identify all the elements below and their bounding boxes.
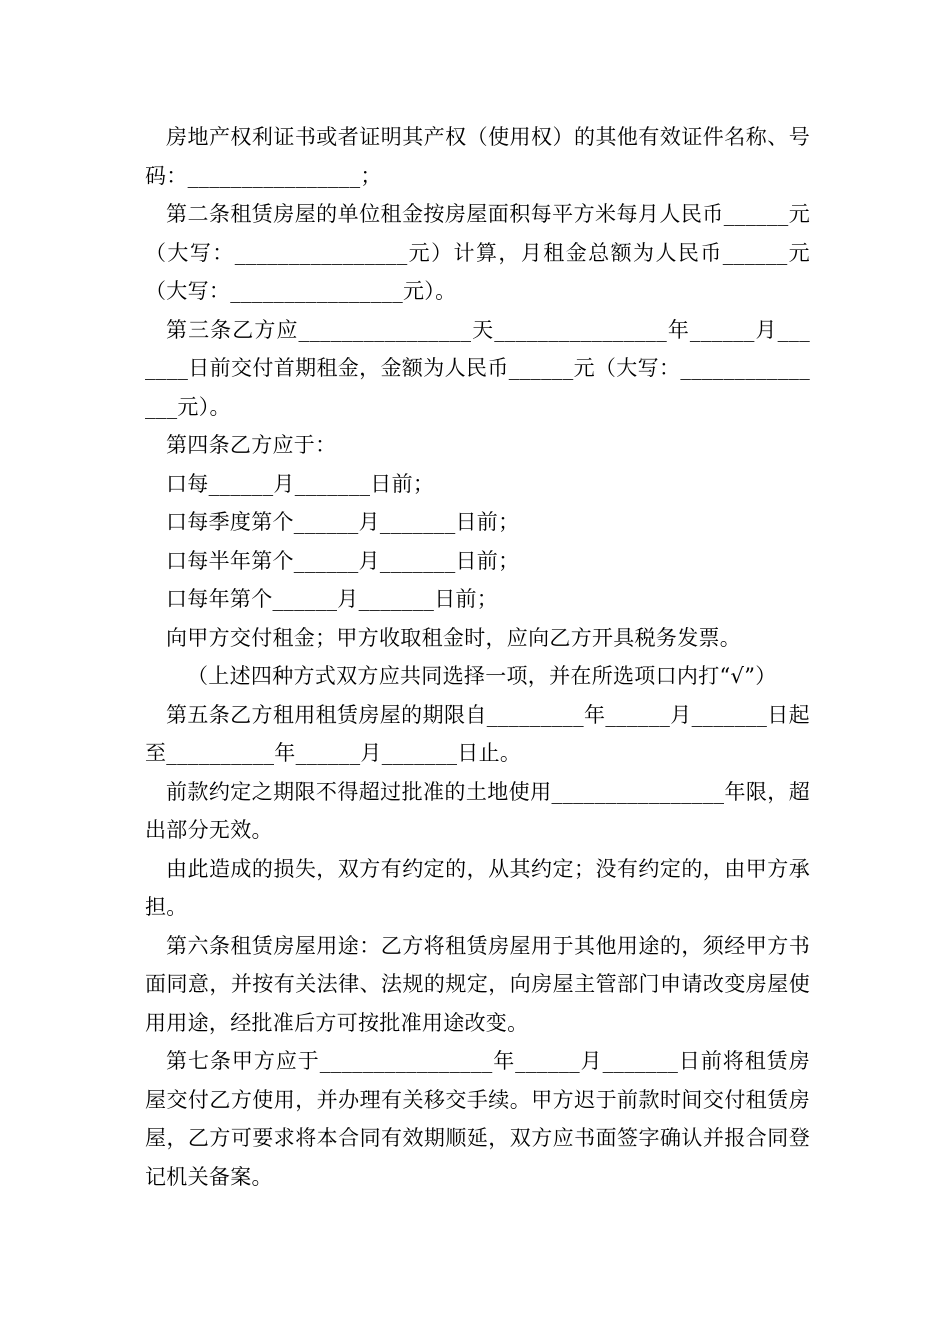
paragraph-article-5: 第五条乙方租用租赁房屋的期限自_________年______月_______日起至__________年______月_______日止。	[145, 702, 810, 765]
paragraph-article-6: 第六条租赁房屋用途：乙方将租赁房屋用于其他用途的，须经甲方书面同意，并按有关法律、法规的规定，向房屋主管部门申请改变房屋使用用途，经批准后方可按批准用途改变。	[145, 933, 810, 1035]
paragraph-losses: 由此造成的损失，双方有约定的，从其约定；没有约定的，由甲方承担。	[145, 856, 810, 919]
paragraph-article-3: 第三条乙方应________________天________________年______月_______日前交付首期租金，金额为人民币______元（大写：_______________元）。	[145, 317, 810, 419]
option-yearly: 口每年第个______月_______日前；	[166, 587, 499, 611]
paragraph-pay-rent: 向甲方交付租金；甲方收取租金时，应向乙方开具税务发票。	[166, 625, 742, 650]
paragraph-choose-note: （上述四种方式双方应共同选择一项，并在所选项口内打“√”）	[187, 664, 777, 688]
contract-text	[145, 118, 810, 1196]
paragraph-certificate: 房地产权利证书或者证明其产权（使用权）的其他有效证件名称、号码：________________；	[145, 125, 810, 188]
option-monthly: 口每______月_______日前；	[166, 471, 435, 496]
option-half-year: 口每半年第个______月_______日前；	[166, 548, 520, 573]
paragraph-article-7: 第七条甲方应于________________年______月_______日前将租赁房屋交付乙方使用，并办理有关移交手续。甲方迟于前款时间交付租赁房屋，乙方可要求将本合同有效期顺延，双方应书面签字确认并报合同登记机关备案。	[145, 1049, 810, 1189]
paragraph-article-2: 第二条租赁房屋的单位租金按房屋面积每平方米每月人民币______元（大写：________________元）计算，月租金总额为人民币______元（大写：________________元）。	[145, 202, 810, 303]
paragraph-term-limit: 前款约定之期限不得超过批准的土地使用________________年限，超出部分无效。	[145, 779, 810, 842]
option-quarterly: 口每季度第个______月_______日前；	[166, 510, 520, 534]
paragraph-article-4: 第四条乙方应于：	[166, 433, 337, 457]
